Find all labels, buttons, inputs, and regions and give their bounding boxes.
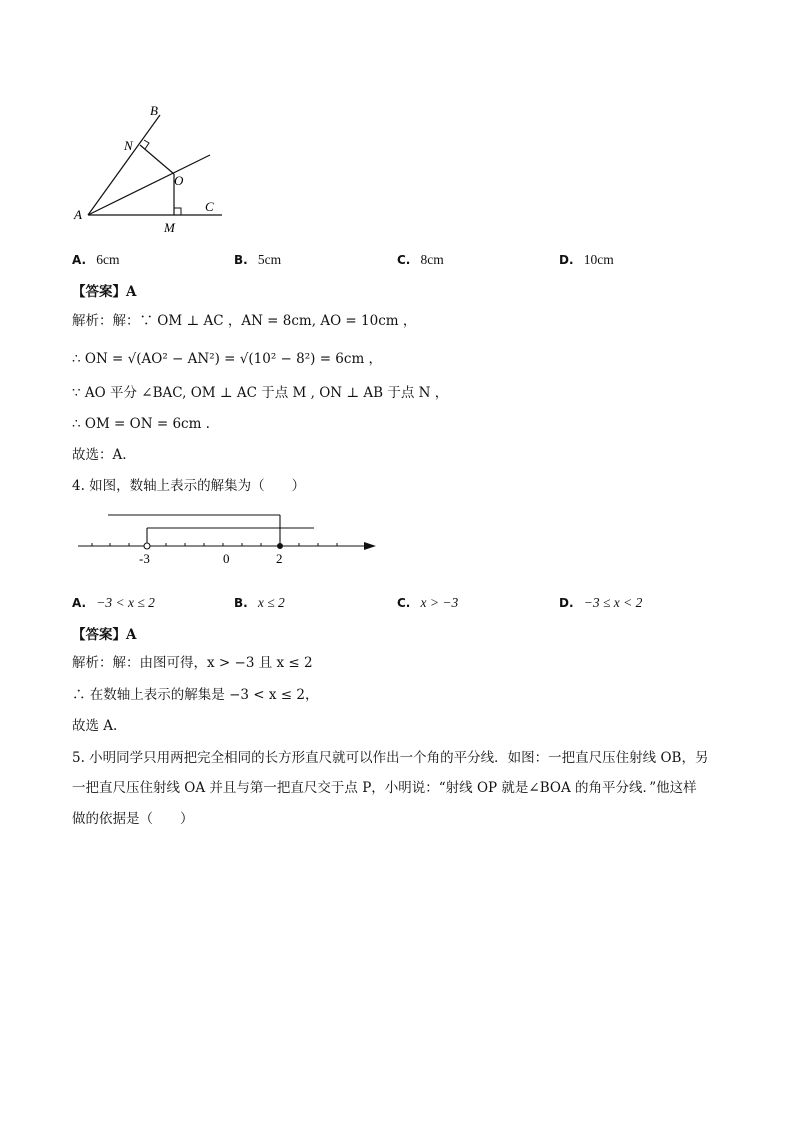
q3-option-a: A. 6cm <box>72 252 120 267</box>
q4-answer: 【答案】A <box>72 627 137 643</box>
q3-option-c: C. 8cm <box>397 252 444 267</box>
closed-point-2 <box>277 543 283 549</box>
right-angle-mark-m <box>174 208 181 215</box>
q3-option-b: B. 5cm <box>234 252 282 267</box>
axis-arrow-icon <box>364 542 376 550</box>
label-a: A <box>74 207 82 222</box>
q3-solution-line-3: ∵ AO 平分 ∠BAC, OM ⊥ AC 于点 M , ON ⊥ AB 于点 N ， <box>72 385 449 401</box>
right-angle-mark-n <box>144 140 149 149</box>
q3-solution-line-1: 解析：解：∵ OM ⊥ AC ，AN = 8cm, AO = 10cm ， <box>72 313 417 329</box>
label-b: B <box>150 103 158 118</box>
q3-solution-line-2: ∴ ON = √(AO² − AN²) = √(10² − 8²) = 6cm ， <box>72 351 383 367</box>
segment-on <box>140 145 174 174</box>
q4-option-c: C. x > −3 <box>397 595 459 610</box>
angle-bisector-diagram <box>60 95 240 240</box>
q4-option-d: D. −3 ≤ x < 2 <box>559 595 643 610</box>
q4-option-a: A. −3 < x ≤ 2 <box>72 595 155 610</box>
number-line-diagram <box>72 505 392 575</box>
label-o: O <box>174 173 184 188</box>
label-n: N <box>124 138 133 153</box>
axis-label-2: 2 <box>276 551 283 566</box>
q4-question: 4. 如图，数轴上表示的解集为（ ） <box>72 478 306 494</box>
q3-option-d: D. 10cm <box>559 252 614 267</box>
q3-conclusion: 故选：A. <box>72 447 127 463</box>
label-m: M <box>164 220 175 235</box>
q4-conclusion: 故选 A. <box>72 718 118 734</box>
q3-answer: 【答案】A <box>72 284 137 300</box>
q5-line-1: 5. 小明同学只用两把完全相同的长方形直尺就可以作出一个角的平分线．如图：一把直尺压住射线 OB，另 <box>72 750 709 766</box>
q5-line-3: 做的依据是（ ） <box>72 811 194 827</box>
ray-ao <box>88 155 210 215</box>
open-point-minus-3 <box>144 543 150 549</box>
axis-label-0: 0 <box>223 551 230 566</box>
ray-ab <box>88 115 160 215</box>
q5-line-2: 一把直尺压住射线 OA 并且与第一把直尺交于点 P，小明说：“射线 OP 就是∠BOA 的角平分线．”他这样 <box>72 780 697 796</box>
q3-solution-line-4: ∴ OM = ON = 6cm . <box>72 416 210 432</box>
q4-option-b: B. x ≤ 2 <box>234 595 285 610</box>
label-c: C <box>205 199 214 214</box>
q4-solution-line-1: 解析：解：由图可得，x > −3 且 x ≤ 2 <box>72 655 313 671</box>
axis-label-minus-3: -3 <box>139 551 150 566</box>
q4-solution-line-2: ∴ 在数轴上表示的解集是 −3 < x ≤ 2， <box>72 687 319 703</box>
